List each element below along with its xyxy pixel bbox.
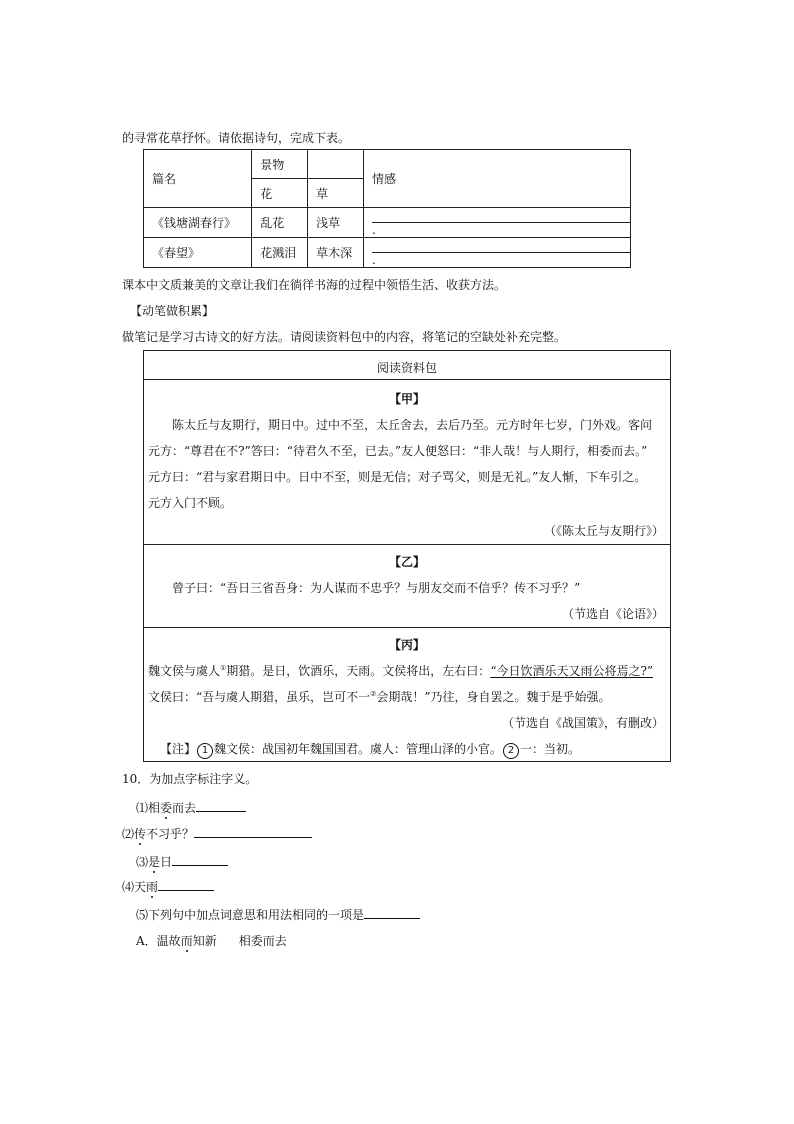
- row-title: 《钱塘湖春行》: [144, 208, 252, 238]
- col-grass-header: 草: [308, 179, 364, 208]
- col-empty-header: [308, 150, 364, 179]
- answer-blank[interactable]: [194, 825, 312, 838]
- text-line: 文侯曰：“吾与虞人期猎，虽乐，岂可不一②会期哉！”乃往，身自罢之。魏于是乎始强。: [148, 690, 611, 704]
- row-flower: 乱花: [252, 208, 308, 238]
- section-heading: 【动笔做积累】: [130, 304, 215, 318]
- option-a[interactable]: A．温故而知新 相委而去: [136, 934, 287, 948]
- transition-text: 课本中文质兼美的文章让我们在徜徉书海的过程中领悟生活、收获方法。: [122, 278, 507, 292]
- answer-blank[interactable]: [364, 906, 420, 919]
- col-title-header: 篇名: [144, 150, 252, 208]
- reading-pack: [143, 350, 671, 762]
- col-scenery-header: 景物: [252, 150, 308, 179]
- text-line: 元方曰：“君与家君期日中。日中不至，则是无信；对子骂父，则是无礼。”友人惭，下车引之。: [148, 470, 647, 484]
- source-citation: （节选自《战国策》，有删改）: [501, 716, 664, 730]
- q10-item-5: ⑸下列句中加点词意思和用法相同的一项是: [136, 906, 420, 923]
- section-label: 【乙】: [388, 555, 425, 569]
- section-yi: [144, 544, 670, 628]
- text-line: 魏文侯与虞人①期猎。是日，饮酒乐，天雨。文侯将出，左右曰：“今日饮酒乐天又雨公将焉之?”: [148, 664, 654, 678]
- section-jia: [144, 379, 670, 545]
- source-citation: （节选自《论语》）: [561, 607, 664, 621]
- note-number-1: 1: [197, 743, 213, 759]
- answer-blank[interactable]: [158, 878, 214, 891]
- col-emotion-header: 情感: [364, 150, 631, 208]
- intro-text: 的寻常花草抒怀。请依据诗句，完成下表。: [122, 131, 351, 145]
- q10-item-3: ⑶是日: [136, 853, 228, 870]
- emotion-answer-field[interactable]: .: [364, 238, 631, 268]
- row-flower: 花溅泪: [252, 238, 308, 268]
- section-label: 【丙】: [388, 638, 425, 652]
- row-title: 《春望》: [144, 238, 252, 268]
- table-row: [144, 238, 631, 268]
- emotion-answer-field[interactable]: .: [364, 208, 631, 238]
- q10-item-2: ⑵传不习乎？: [122, 825, 312, 842]
- row-grass: 浅草: [308, 208, 364, 238]
- q10-item-4: ⑷天雨: [122, 878, 214, 895]
- text-line: 元方：“尊君在不?”答曰：“待君久不至，已去。”友人便怒曰：“非人哉！与人期行，相委而去。”: [148, 444, 648, 458]
- question-10-stem: 10．为加点字标注字义。: [122, 772, 258, 786]
- table-row: [144, 208, 631, 238]
- footnote: 【注】 1 魏文侯：战国初年魏国国君。虞人：管理山泽的小官。 2 一：当初。: [160, 740, 580, 759]
- text-line: 陈太丘与友期行，期日中。过中不至，太丘舍去，去后乃至。元方时年七岁，门外戏。客问: [172, 418, 653, 432]
- text-line: 元方入门不顾。: [148, 496, 233, 510]
- underlined-quote: “今日饮酒乐天又雨公将焉之?”: [490, 664, 654, 678]
- poetry-table: [143, 149, 631, 268]
- note-number-2: 2: [503, 743, 519, 759]
- row-grass: 草木深: [308, 238, 364, 268]
- col-flower-header: 花: [252, 179, 308, 208]
- pack-title: 阅读资料包: [376, 361, 437, 375]
- source-citation: （《陈太丘与友期行》）: [543, 524, 664, 538]
- section-bing: [144, 627, 670, 762]
- notes-intro: 做笔记是学习古诗文的好方法。请阅读资料包中的内容，将笔记的空缺处补充完整。: [122, 330, 567, 344]
- q10-item-1: ⑴相委而去: [136, 799, 246, 816]
- answer-blank[interactable]: [172, 853, 228, 866]
- answer-blank[interactable]: [196, 799, 246, 812]
- text-line: 曾子曰：“吾日三省吾身：为人谋而不忠乎？与朋友交而不信乎？传不习乎？”: [172, 581, 581, 595]
- section-label: 【甲】: [388, 392, 425, 406]
